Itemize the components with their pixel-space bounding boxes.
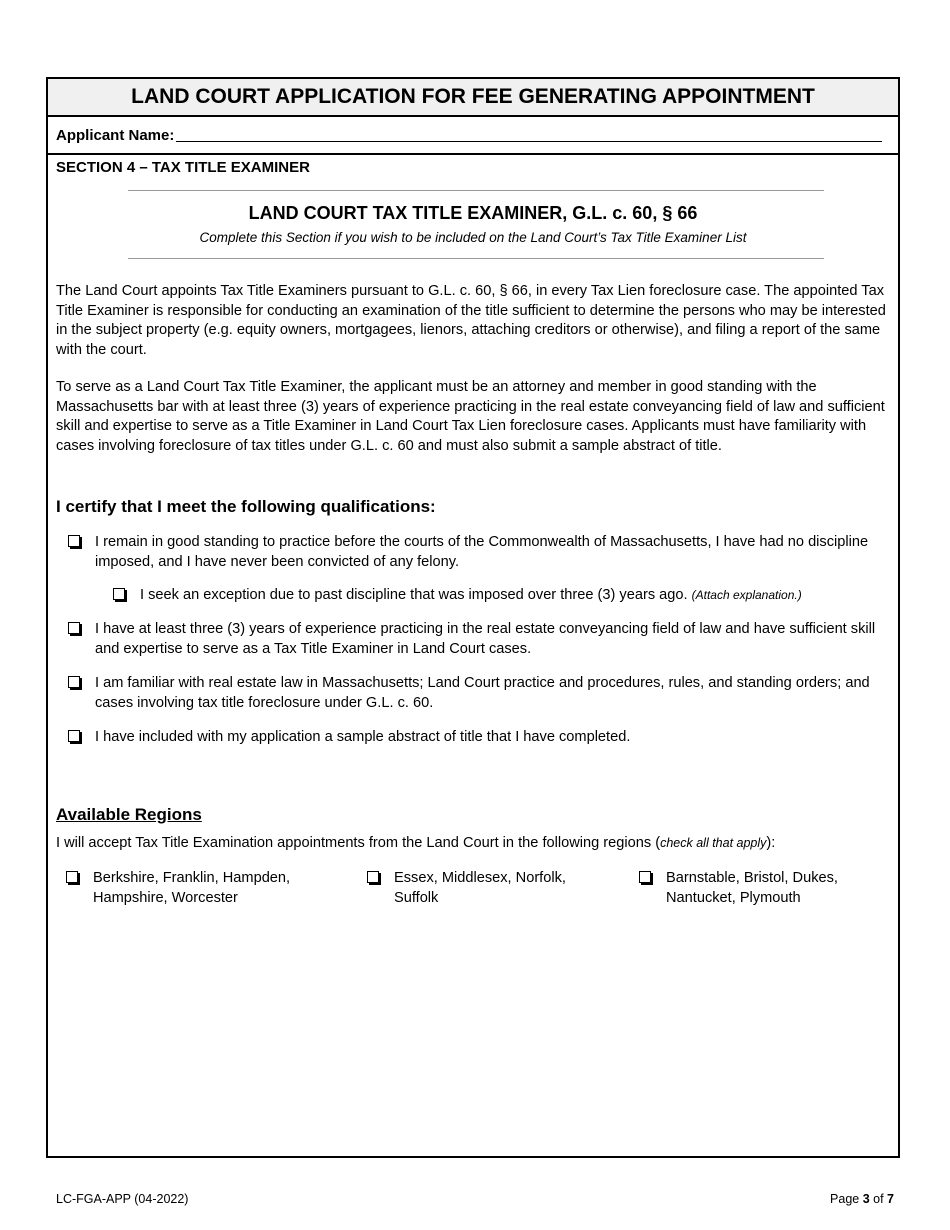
paragraph-appointment: The Land Court appoints Tax Title Examiners pursuant to G.L. c. 60, § 66, in every Tax Lien foreclosure case. The appointed Tax Title Examiner is responsible for conducting an examination of the title sufficient to determine the persons who may be interested in the subject property (e.g. equity owners, mortgagees, lienors, attaching creditors or otherwise), and filing a report of the same with the court. (56, 283, 886, 358)
checkbox[interactable] (68, 676, 80, 688)
divider (128, 190, 824, 191)
checkbox[interactable] (68, 730, 80, 742)
checkbox[interactable] (66, 871, 78, 883)
qualification-text: I have included with my application a sample abstract of title that I have completed. (95, 729, 631, 745)
attach-note: (Attach explanation.) (691, 588, 802, 602)
checkbox[interactable] (68, 535, 80, 547)
region-text: Essex, Middlesex, Norfolk, Suffolk (394, 870, 566, 906)
checkbox[interactable] (639, 871, 651, 883)
page-number: Page 3 of 7 (830, 1192, 894, 1206)
region-text: Barnstable, Bristol, Dukes, Nantucket, Plymouth (666, 870, 838, 906)
section-heading: SECTION 4 – TAX TITLE EXAMINER (56, 159, 310, 176)
qualification-item[interactable] (68, 533, 894, 572)
checkbox[interactable] (113, 588, 125, 600)
qualification-text: I remain in good standing to practice before the courts of the Commonwealth of Massachusetts, I have had no discipline imposed, and I have never been convicted of any felony. (95, 534, 869, 570)
regions-hint: check all that apply (660, 836, 767, 850)
region-text: Berkshire, Franklin, Hampden, Hampshire, Worcester (93, 870, 291, 906)
qualification-text: I am familiar with real estate law in Massachusetts; Land Court practice and procedures, rules, and standing orders; and cases involving tax title foreclosure under G.L. c. 60. (95, 675, 870, 711)
region-option-northeast[interactable] (367, 869, 587, 908)
regions-intro: I will accept Tax Title Examination appointments from the Land Court in the following regions (check all that apply): (56, 835, 776, 851)
exception-item[interactable] (113, 586, 893, 606)
qualification-item[interactable] (68, 728, 894, 748)
form-id: LC-FGA-APP (04-2022) (56, 1192, 189, 1206)
applicant-name-label: Applicant Name: (56, 126, 175, 144)
form-title: LAND COURT APPLICATION FOR FEE GENERATING APPOINTMENT (48, 79, 898, 117)
certify-heading: I certify that I meet the following qualifications: (56, 497, 436, 516)
exception-text: I seek an exception due to past discipline that was imposed over three (3) years ago. (140, 587, 688, 603)
form-frame (46, 77, 900, 1158)
applicant-name-row (48, 117, 898, 155)
checkbox[interactable] (367, 871, 379, 883)
qualification-item[interactable] (68, 620, 894, 659)
section-note: Complete this Section if you wish to be included on the Land Court’s Tax Title Examiner List (199, 230, 747, 245)
regions-heading: Available Regions (56, 805, 202, 824)
region-option-southeast[interactable] (639, 869, 879, 908)
region-option-west[interactable] (66, 869, 306, 908)
section-subtitle: LAND COURT TAX TITLE EXAMINER, G.L. c. 60, § 66 (248, 203, 698, 223)
qualification-item[interactable] (68, 674, 894, 713)
paragraph-requirements: To serve as a Land Court Tax Title Examiner, the applicant must be an attorney and member in good standing with the Massachusetts bar with at least three (3) years of experience practicing in the real estate conveyancing field of law and sufficient skill and expertise to serve as a Title Examiner in Land Court Tax Lien foreclosure cases. Applicants must have familiarity with cases involving foreclosure of tax titles under G.L. c. 60 and must also submit a sample abstract of title. (56, 379, 885, 454)
checkbox[interactable] (68, 622, 80, 634)
applicant-name-field[interactable] (176, 129, 882, 142)
divider (128, 258, 824, 259)
qualification-text: I have at least three (3) years of experience practicing in the real estate conveyancing field of law and have sufficient skill and expertise to serve as a Tax Title Examiner in Land Court cases. (95, 621, 876, 657)
